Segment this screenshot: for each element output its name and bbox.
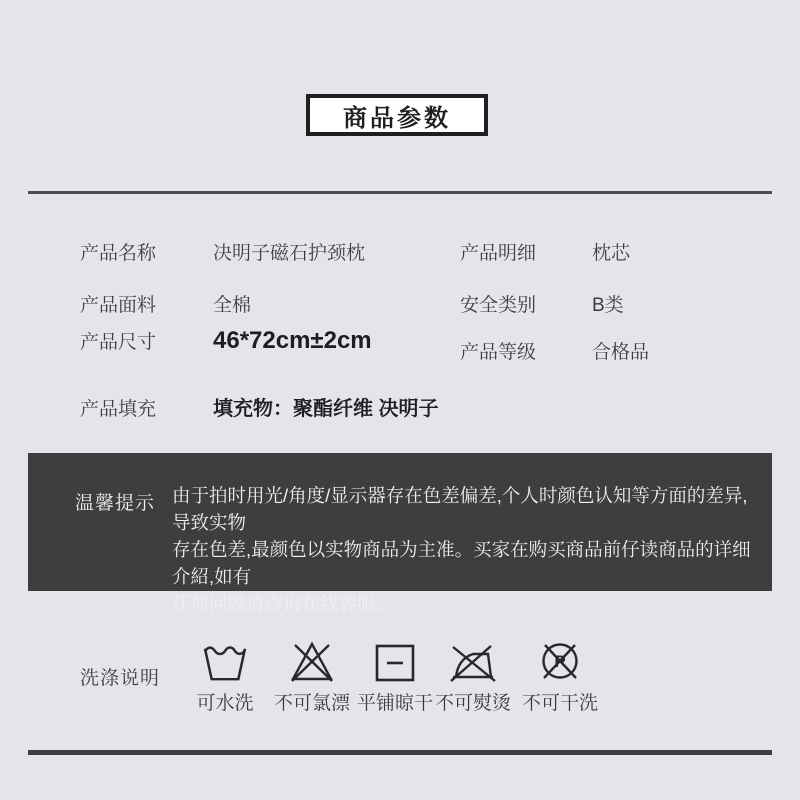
care-item-no-bleach xyxy=(264,637,360,715)
spec-label: 产品名称 xyxy=(80,243,157,264)
notice-text xyxy=(172,482,764,617)
spec-label: 产品面料 xyxy=(80,295,157,316)
page-title: 商品参数 xyxy=(343,104,451,132)
no-dry-clean-icon xyxy=(537,639,583,683)
svg-text:P: P xyxy=(554,652,566,671)
care-label: 不可氯漂 xyxy=(273,693,350,714)
notice-line: 存在色差,最颜色以实物商品为主准。买家在购买商品前仔读商品的详细介紹,如有 xyxy=(172,539,751,587)
spec-value: B类 xyxy=(592,295,624,316)
notice-label: 温馨提示 xyxy=(75,493,156,514)
spec-value: 46*72cm±2cm xyxy=(213,327,372,354)
spec-label: 产品填充 xyxy=(80,399,157,420)
notice-line: 任何问题请咨询在线客服。 xyxy=(172,593,395,614)
bottom-accent-bar xyxy=(28,750,772,755)
spec-label: 产品尺寸 xyxy=(80,332,157,353)
care-item-machine-wash xyxy=(177,637,273,715)
no-iron-icon xyxy=(447,641,499,683)
care-label: 不可熨烫 xyxy=(434,693,511,714)
spec-row-fabric xyxy=(80,290,251,317)
machine-wash-icon xyxy=(200,643,250,683)
spec-label: 产品等级 xyxy=(460,342,537,363)
divider-line xyxy=(28,191,772,194)
spec-row-safety-class xyxy=(460,290,624,317)
spec-row-product-name xyxy=(80,238,365,265)
spec-value: 决明子磁石护颈枕 xyxy=(213,243,366,264)
spec-value: 合格品 xyxy=(592,342,650,363)
care-item-no-iron xyxy=(425,637,521,715)
care-item-no-dry-clean xyxy=(512,637,608,715)
notice-line: 由于拍时用光/角度/显示器存在色差偏差,个人时颜色认知等方面的差异,导致实物 xyxy=(172,485,748,533)
section-title-box xyxy=(306,94,488,136)
no-bleach-icon xyxy=(286,639,338,683)
spec-row-size xyxy=(80,327,372,355)
dry-flat-icon xyxy=(374,643,416,683)
spec-label: 产品明细 xyxy=(460,243,537,264)
spec-row-filling xyxy=(80,392,439,421)
spec-label: 安全类别 xyxy=(460,295,537,316)
spec-value: 填充物：聚酯纤维 决明子 xyxy=(213,398,439,420)
spec-row-grade xyxy=(460,337,649,364)
spec-value: 全棉 xyxy=(213,295,252,316)
spec-value: 枕芯 xyxy=(592,243,631,264)
care-label: 可水洗 xyxy=(196,693,254,714)
spec-row-detail xyxy=(460,238,630,265)
washing-section-label: 洗涤说明 xyxy=(80,668,161,689)
care-label: 平铺晾干 xyxy=(356,693,433,714)
care-label: 不可干洗 xyxy=(521,693,598,714)
notice-banner xyxy=(28,453,772,614)
